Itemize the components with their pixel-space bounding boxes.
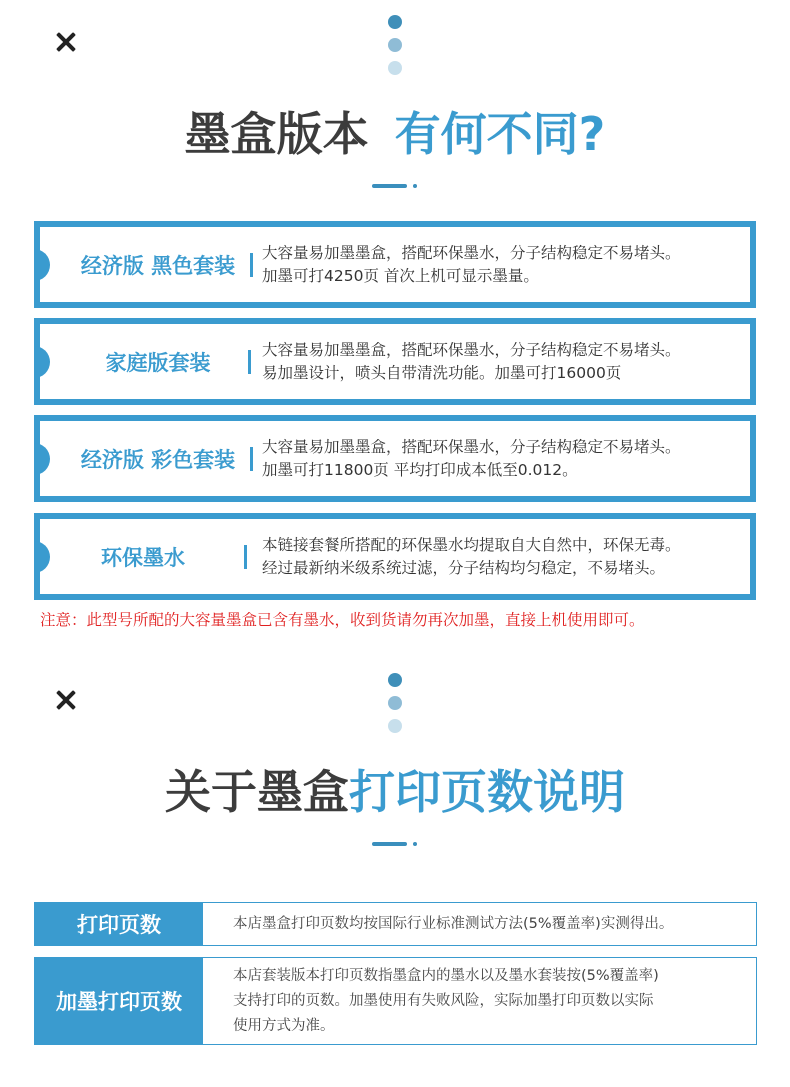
card-notch (34, 541, 50, 573)
version-card (34, 318, 756, 405)
title-underline-dot (413, 842, 417, 846)
card-desc-line: 大容量易加墨墨盒，搭配环保墨水，分子结构稳定不易堵头。 (262, 340, 681, 359)
card-separator (244, 545, 247, 569)
card-description (262, 519, 750, 594)
info-row-head: 打印页数 (35, 903, 203, 945)
card-label: 经济版 黑色套装 (80, 253, 236, 278)
info-row (34, 902, 757, 946)
info-row-body (233, 903, 750, 945)
progress-dot-2 (388, 38, 402, 52)
card-label: 家庭版套装 (105, 350, 211, 375)
card-desc-line: 易加墨设计，喷头自带清洗功能。加墨可打16000页 (262, 363, 622, 382)
info-row-line: 本店套装版本打印页数指墨盒内的墨水以及墨水套装按(5%覆盖率) (233, 967, 659, 984)
progress-dot-3 (388, 719, 402, 733)
version-card (34, 415, 756, 502)
progress-dot-3 (388, 61, 402, 75)
info-row-line: 本店墨盒打印页数均按国际行业标准测试方法(5%覆盖率)实测得出。 (233, 915, 674, 932)
title-underline (372, 184, 407, 188)
card-description (262, 227, 750, 302)
info-row-body (233, 958, 750, 1044)
version-card (34, 513, 756, 600)
section1-title-dark: 墨盒版本 (184, 107, 369, 161)
card-desc-line: 经过最新纳米级系统过滤，分子结构均匀稳定，不易堵头。 (262, 558, 666, 577)
card-notch (34, 249, 50, 281)
version-card (34, 221, 756, 308)
card-desc-line: 大容量易加墨墨盒，搭配环保墨水，分子结构稳定不易堵头。 (262, 437, 681, 456)
notice-text: 注意：此型号所配的大容量墨盒已含有墨水，收到货请勿再次加墨，直接上机使用即可。 (40, 611, 645, 629)
info-row-line: 支持打印的页数。加墨使用有失败风险，实际加墨打印页数以实际 (233, 992, 654, 1009)
info-row-line: 使用方式为准。 (233, 1017, 335, 1034)
card-desc-line: 加墨可打11800页 平均打印成本低至0.012。 (262, 460, 578, 479)
section1-title-blue: 有何不同? (394, 107, 606, 161)
card-desc-line: 大容量易加墨墨盒，搭配环保墨水，分子结构稳定不易堵头。 (262, 243, 681, 262)
card-description (262, 421, 750, 496)
card-notch (34, 443, 50, 475)
section2-title (0, 756, 790, 822)
card-separator (250, 253, 253, 277)
card-desc-line: 本链接套餐所搭配的环保墨水均提取自大自然中，环保无毒。 (262, 535, 681, 554)
title-underline (372, 842, 407, 846)
card-label: 环保墨水 (101, 545, 185, 570)
section1-title (0, 98, 790, 164)
close-icon[interactable] (53, 29, 79, 55)
close-icon[interactable] (53, 687, 79, 713)
card-description (262, 324, 750, 399)
progress-dot-1 (388, 15, 402, 29)
card-separator (250, 447, 253, 471)
progress-dot-1 (388, 673, 402, 687)
info-row-head: 加墨打印页数 (35, 958, 203, 1044)
section2-title-blue: 打印页数说明 (349, 765, 625, 819)
progress-dot-2 (388, 696, 402, 710)
card-desc-line: 加墨可打4250页 首次上机可显示墨量。 (262, 266, 539, 285)
title-underline-dot (413, 184, 417, 188)
card-notch (34, 346, 50, 378)
section2-title-dark: 关于墨盒 (165, 765, 349, 819)
card-separator (248, 350, 251, 374)
info-row (34, 957, 757, 1045)
card-label: 经济版 彩色套装 (80, 447, 236, 472)
